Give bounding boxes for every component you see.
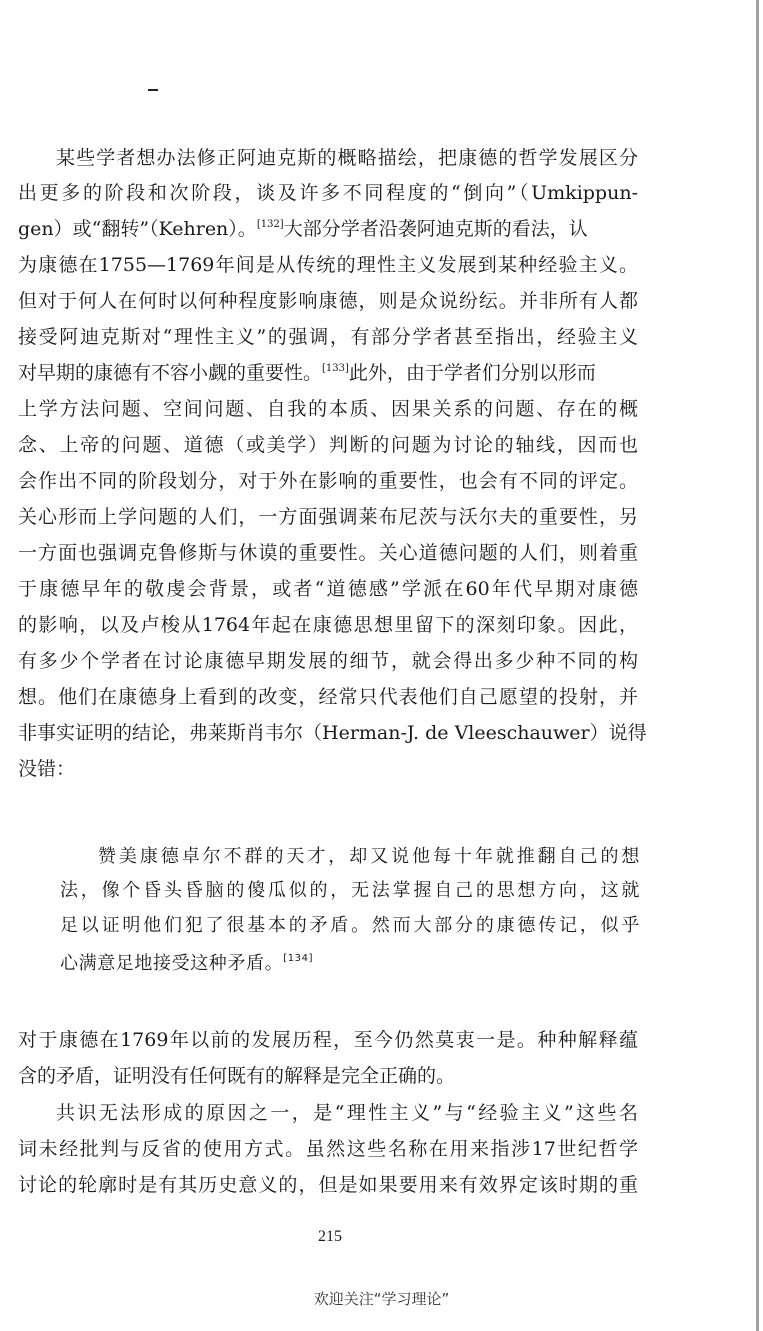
- text-span: 心满意足地接受这种矛盾。: [60, 953, 284, 974]
- footnote-ref: [132]: [256, 219, 284, 230]
- text-span: gen）或“翻转”（Kehren）。: [18, 218, 257, 240]
- text-line: [18, 212, 638, 246]
- quote-line: 赞美康德卓尔不群的天才，却又说他每十年就推翻自己的想: [98, 846, 640, 867]
- text-line: [18, 356, 638, 390]
- text-span: 此外，由于学者们分别以形而: [348, 362, 596, 384]
- quote-line: 足以证明他们犯了很基本的矛盾。然而大部分的康德传记，似乎: [60, 915, 640, 936]
- text-line: 共识无法形成的原因之一，是“理性主义”与“经验主义”这些名: [56, 1102, 638, 1124]
- page-edge-shadow: [756, 0, 759, 1331]
- quote-line: 法，像个昏头昏脑的傻瓜似的，无法掌握自己的思想方向，这就: [60, 880, 640, 901]
- footnote-ref: [134]: [283, 953, 314, 964]
- page-number: 215: [318, 1228, 342, 1245]
- header-mark: [148, 89, 158, 91]
- text-line: 词未经批判与反省的使用方式。虽然这些名称在用来指涉17世纪哲学: [18, 1138, 638, 1160]
- text-line: 念、上帝的问题、道德（或美学）判断的问题为讨论的轴线，因而也: [18, 434, 638, 456]
- text-line: 但对于何人在何时以何种程度影响康德，则是众说纷纭。并非所有人都: [18, 290, 638, 312]
- text-line: 对于康德在1769年以前的发展历程，至今仍然莫衷一是。种种解释蕴: [18, 1029, 638, 1051]
- text-line: 上学方法问题、空间问题、自我的本质、因果关系的问题、存在的概: [18, 398, 638, 420]
- footer-text: 欢迎关注“学习理论”: [313, 1290, 450, 1308]
- text-line: 非事实证明的结论，弗莱斯肖韦尔（Herman-J. de Vleeschauwer）说得: [18, 722, 647, 744]
- text-line: 于康德早年的敬虔会背景，或者“道德感”学派在60年代早期对康德: [18, 578, 638, 600]
- text-line: 会作出不同的阶段划分，对于外在影响的重要性，也会有不同的评定。: [18, 470, 638, 492]
- footnote-ref: [133]: [322, 363, 349, 374]
- quote-line: [60, 947, 640, 981]
- text-line: 想。他们在康德身上看到的改变，经常只代表他们自己愿望的投射，并: [18, 686, 638, 708]
- text-line: 为康德在1755—1769年间是从传统的理性主义发展到某种经验主义。: [18, 254, 638, 276]
- text-line: 讨论的轮廓时是有其历史意义的，但是如果要用来有效界定该时期的重: [18, 1174, 638, 1196]
- text-line: 有多少个学者在讨论康德早期发展的细节，就会得出多少种不同的构: [18, 650, 638, 672]
- text-line: 某些学者想办法修正阿迪克斯的概略描绘，把康德的哲学发展区分: [56, 147, 638, 169]
- text-line: 的影响，以及卢梭从1764年起在康德思想里留下的深刻印象。因此，: [18, 614, 638, 636]
- text-line: 没错：: [18, 758, 76, 780]
- text-line: 出更多的阶段和次阶段，谈及许多不同程度的“倒向”（Umkippun-: [18, 182, 638, 204]
- text-span: 对早期的康德有不容小觑的重要性。: [18, 362, 323, 384]
- text-line: 接受阿迪克斯对“理性主义”的强调，有部分学者甚至指出，经验主义: [18, 326, 638, 348]
- text-span: 大部分学者沿袭阿迪克斯的看法，认: [283, 218, 588, 240]
- text-line: 含的矛盾，证明没有任何既有的解释是完全正确的。: [18, 1065, 456, 1087]
- text-line: 关心形而上学问题的人们，一方面强调莱布尼茨与沃尔夫的重要性，另: [18, 506, 638, 528]
- text-line: 一方面也强调克鲁修斯与休谟的重要性。关心道德问题的人们，则着重: [18, 542, 638, 564]
